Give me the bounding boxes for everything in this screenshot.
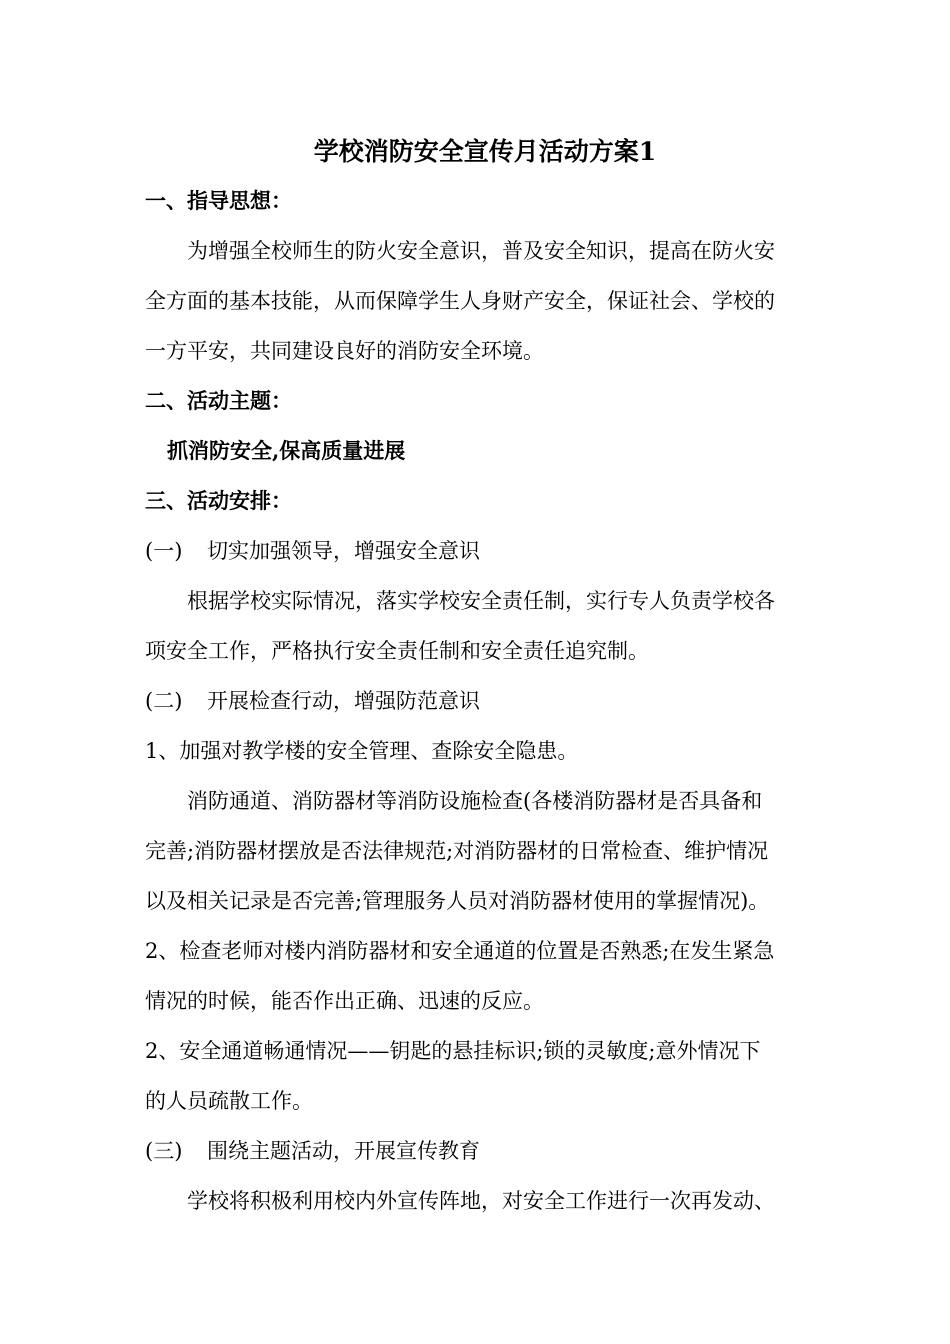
paragraph-line: 的人员疏散工作。 bbox=[145, 1089, 313, 1113]
paragraph-line: 全方面的基本技能，从而保障学生人身财产安全，保证社会、学校的 bbox=[145, 289, 775, 313]
subsection-heading-1 bbox=[145, 536, 825, 566]
list-item-1: 1、加强对教学楼的安全管理、查除安全隐患。 bbox=[145, 739, 579, 763]
section-heading-activity-theme: 二、活动主题： bbox=[145, 388, 292, 413]
paragraph-line: 学校将积极利用校内外宣传阵地，对安全工作进行一次再发动、 bbox=[187, 1189, 775, 1213]
subsection-number: (二) bbox=[145, 689, 183, 713]
subsection-heading-3 bbox=[145, 1136, 825, 1166]
list-item-2a: 2、检查老师对楼内消防器材和安全通道的位置是否熟悉;在发生紧急 bbox=[145, 939, 775, 963]
paragraph-line: 以及相关记录是否完善;管理服务人员对消防器材使用的掌握情况)。 bbox=[145, 889, 770, 913]
subsection-number: (一) bbox=[145, 539, 183, 563]
paragraph-line: 为增强全校师生的防火安全意识，普及安全知识，提高在防火安 bbox=[187, 239, 775, 263]
paragraph-line: 情况的时候，能否作出正确、迅速的反应。 bbox=[145, 989, 544, 1013]
subsection-number: (三) bbox=[145, 1139, 183, 1163]
paragraph-line: 一方平安，共同建设良好的消防安全环境。 bbox=[145, 339, 544, 363]
list-item-2b: 2、安全通道畅通情况——钥匙的悬挂标识;锁的灵敏度;意外情况下 bbox=[145, 1039, 761, 1063]
paragraph-line: 消防通道、消防器材等消防设施检查(各楼消防器材是否具备和 bbox=[187, 789, 763, 813]
paragraph-line: 根据学校实际情况，落实学校安全责任制，实行专人负责学校各 bbox=[187, 589, 775, 613]
subsection-title: 开展检查行动，增强防范意识 bbox=[207, 689, 480, 713]
activity-theme-text: 抓消防安全,保高质量进展 bbox=[167, 438, 406, 463]
section-heading-guiding-ideology: 一、指导思想： bbox=[145, 188, 292, 213]
subsection-heading-2 bbox=[145, 686, 825, 716]
paragraph-line: 完善;消防器材摆放是否法律规范;对消防器材的日常检查、维护情况 bbox=[145, 839, 769, 863]
subsection-title: 切实加强领导，增强安全意识 bbox=[207, 539, 480, 563]
subsection-title: 围绕主题活动，开展宣传教育 bbox=[207, 1139, 480, 1163]
paragraph-line: 项安全工作，严格执行安全责任制和安全责任追究制。 bbox=[145, 639, 649, 663]
document-title: 学校消防安全宣传月活动方案1 bbox=[313, 137, 657, 166]
section-heading-activity-arrangement: 三、活动安排： bbox=[145, 488, 292, 513]
